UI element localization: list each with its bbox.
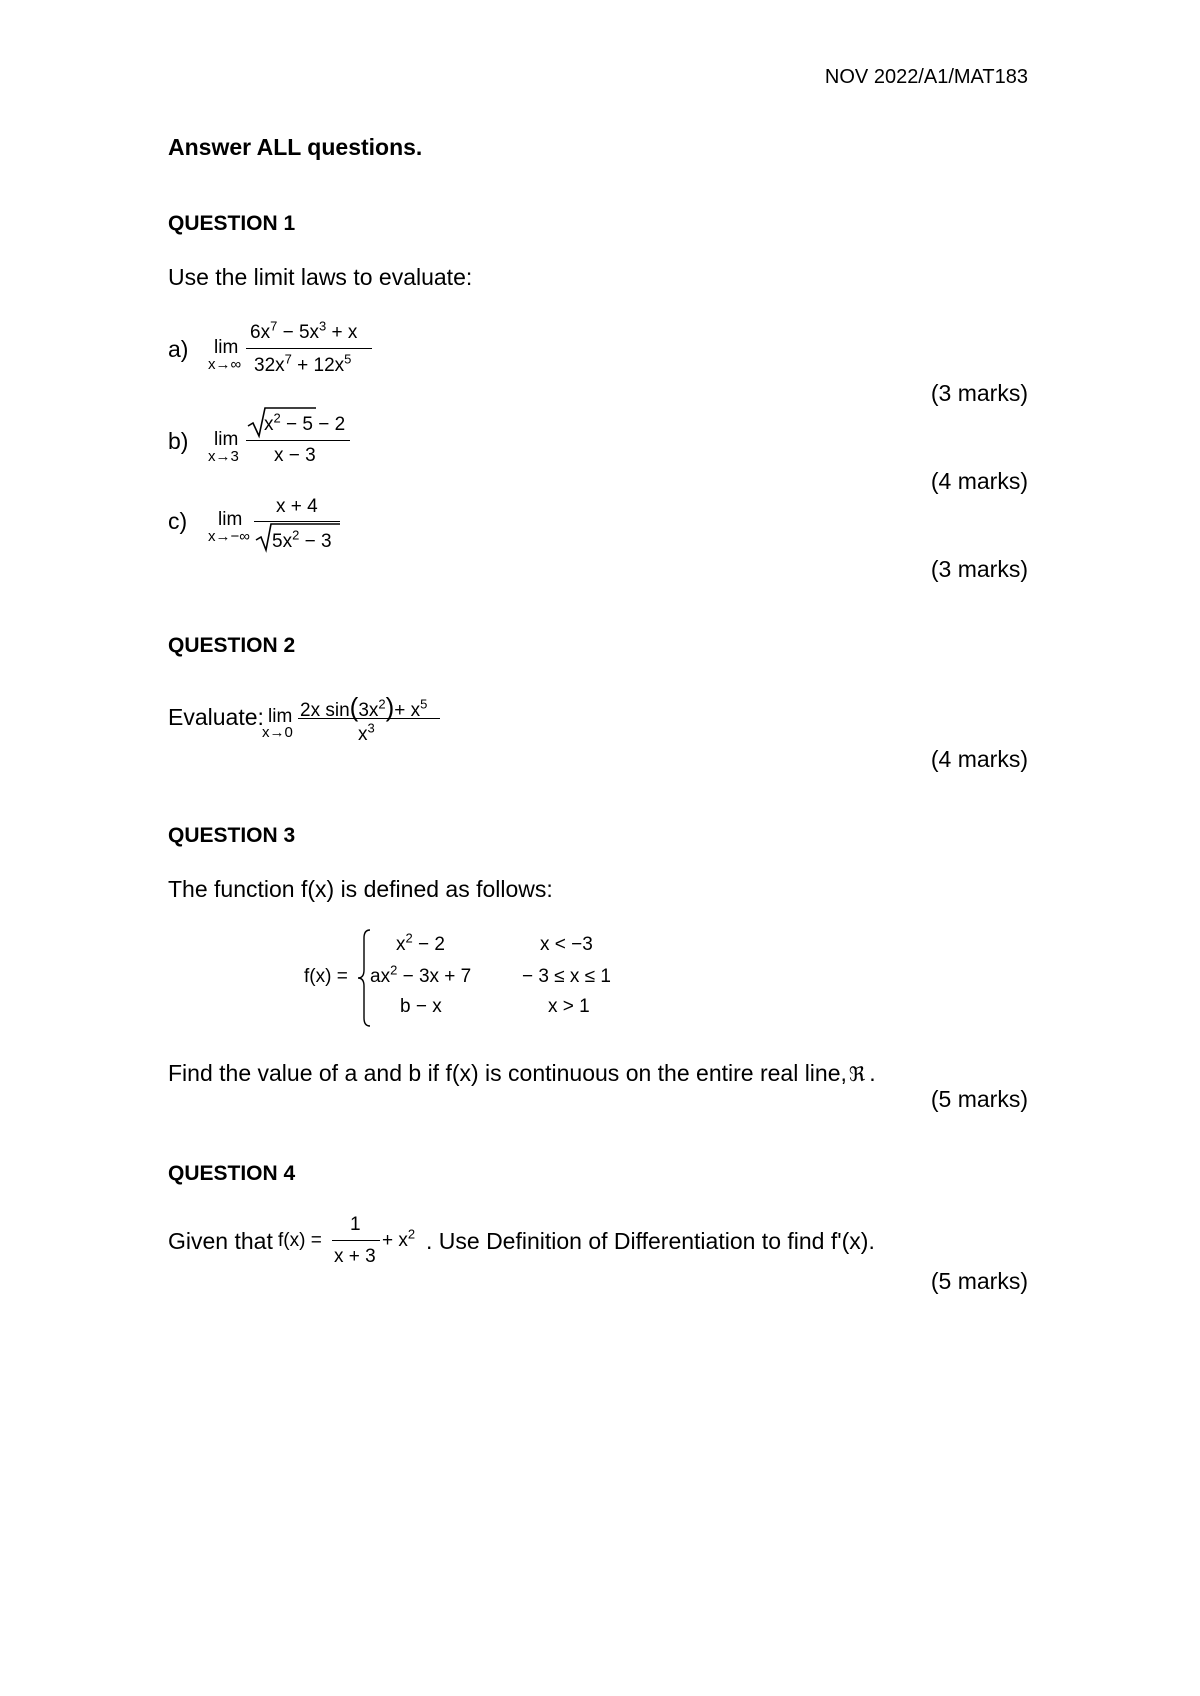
question-3-text: Find the value of a and b if f(x) is continuous on the entire real line, ℜ . bbox=[168, 1060, 876, 1086]
fraction-numerator: 2x $\sin(3x^2)+ x^5$ bbox=[300, 692, 428, 722]
instruction-heading: Answer ALL questions. bbox=[168, 134, 423, 160]
lim-operator: lim bbox=[218, 509, 243, 530]
fraction-bar bbox=[246, 440, 350, 441]
question-3-title: QUESTION 3 bbox=[168, 824, 296, 847]
lim-subscript: x→∞ bbox=[208, 356, 242, 373]
question-3-marks: (5 marks) bbox=[930, 1086, 1028, 1112]
fraction-bar bbox=[332, 1240, 380, 1241]
lim-subscript: x→3 bbox=[208, 448, 239, 465]
case-expression-2: $ax^2 - 3x + 7$ bbox=[370, 962, 472, 987]
case-condition-3: x > 1 bbox=[548, 996, 590, 1017]
question-4-title: QUESTION 4 bbox=[168, 1162, 296, 1185]
given-that-label: Given that bbox=[168, 1228, 273, 1254]
fraction-numerator: $x^2 - 5 - 2$ bbox=[264, 410, 346, 435]
lim-subscript: x→0 bbox=[262, 724, 293, 741]
fraction-numerator: $6x^7 - 5x^3 + x$ bbox=[250, 318, 358, 343]
lim-operator: lim bbox=[214, 337, 239, 358]
fraction-denominator: $32x^7 + 12x^5$ bbox=[254, 351, 352, 376]
lim-subscript: x→−∞ bbox=[208, 528, 250, 545]
case-expression-1: $x^2 - 2$ bbox=[396, 930, 445, 955]
evaluate-label: Evaluate: bbox=[168, 704, 264, 730]
fraction-denominator: x + 3 bbox=[334, 1246, 376, 1267]
marks-label: (4 marks) bbox=[930, 468, 1028, 494]
question-1-intro: Use the limit laws to evaluate: bbox=[168, 264, 473, 290]
part-label: c) bbox=[168, 508, 188, 534]
marks-label: (3 marks) bbox=[930, 556, 1028, 582]
case-condition-2: − 3 ≤ x ≤ 1 bbox=[522, 966, 611, 987]
marks-label: (5 marks) bbox=[930, 1268, 1028, 1294]
fraction-denominator: $5x^2 - 3$ bbox=[272, 527, 332, 552]
function-lhs: f(x) = bbox=[304, 966, 348, 987]
function-lhs: f(x) = bbox=[278, 1230, 322, 1251]
fraction-denominator: x − 3 bbox=[274, 445, 316, 466]
fraction-bar bbox=[246, 348, 372, 349]
question-3-intro: The function f(x) is defined as follows: bbox=[168, 876, 553, 902]
fraction-denominator: $x^3$ bbox=[358, 720, 375, 745]
question-4-text: . Use Definition of Differentiation to find f'(x). bbox=[426, 1228, 875, 1254]
marks-label: (4 marks) bbox=[930, 746, 1028, 772]
lim-operator: lim bbox=[214, 429, 239, 450]
fraction-bar bbox=[298, 718, 440, 719]
fraction-numerator: 1 bbox=[350, 1214, 361, 1235]
part-label: a) bbox=[168, 336, 189, 362]
real-numbers-symbol: ℜ bbox=[848, 1062, 866, 1086]
marks-label: (3 marks) bbox=[930, 380, 1028, 406]
question-2-title: QUESTION 2 bbox=[168, 634, 296, 657]
case-condition-1: x < −3 bbox=[540, 934, 593, 955]
document-code: NOV 2022/A1/MAT183 bbox=[824, 66, 1028, 88]
fraction-numerator: x + 4 bbox=[276, 496, 318, 517]
part-label: b) bbox=[168, 428, 189, 454]
plus-term: + $x^2$ bbox=[382, 1226, 416, 1251]
lim-operator: lim bbox=[268, 706, 293, 727]
question-1-title: QUESTION 1 bbox=[168, 212, 296, 235]
case-expression-3: b − x bbox=[400, 996, 442, 1017]
